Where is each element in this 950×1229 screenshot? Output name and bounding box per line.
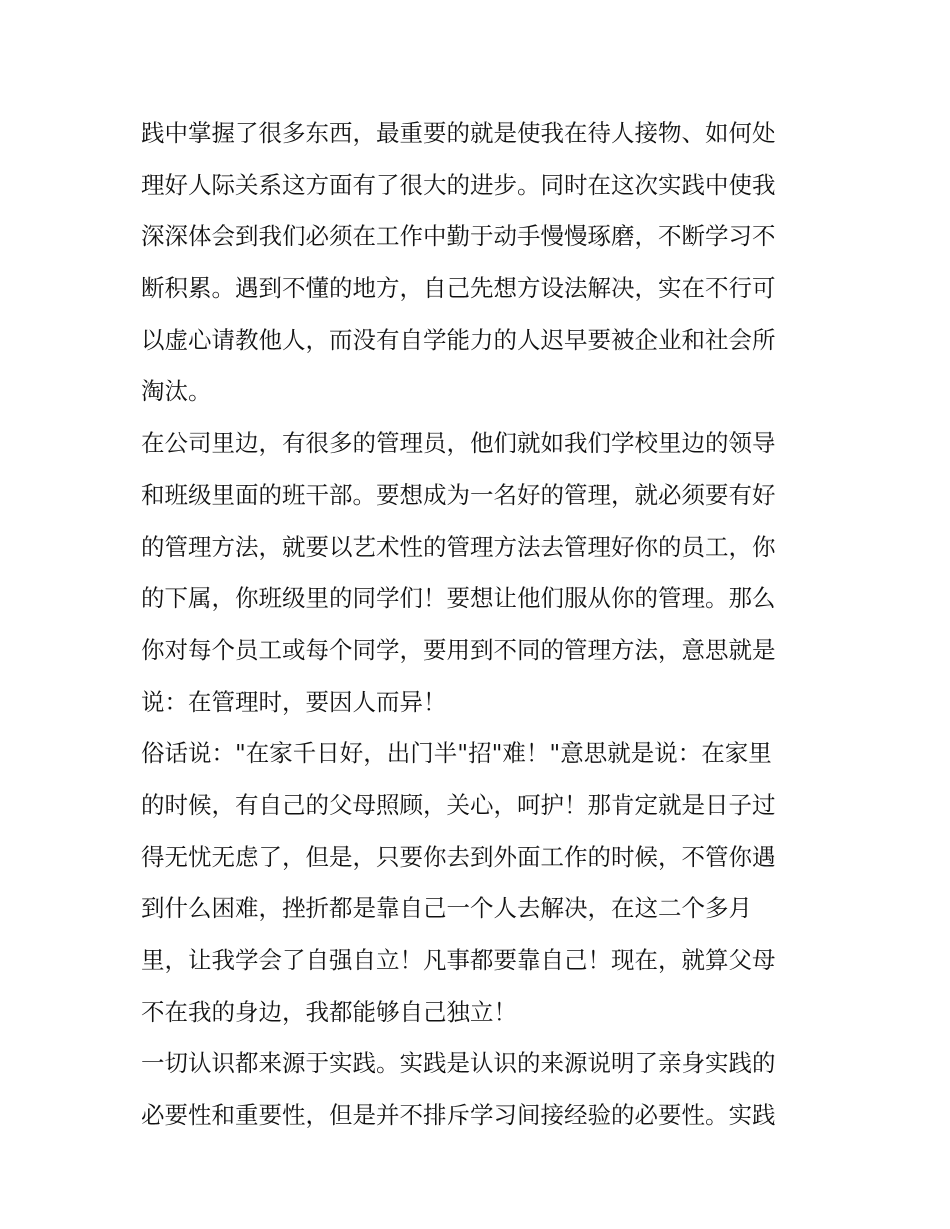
text-line: 淘汰。 <box>141 377 212 406</box>
text-line: 践中掌握了很多东西，最重要的就是使我在待人接物、如何处 <box>141 119 776 147</box>
text-line: 理好人际关系这方面有了很大的进步。同时在这次实践中使我 <box>141 170 776 199</box>
body-text <box>141 108 821 1142</box>
text-line: 的下属，你班级里的同学们！要想让他们服从你的管理。那么 <box>141 584 776 613</box>
text-line: 和班级里面的班干部。要想成为一名好的管理，就必须要有好 <box>141 480 776 509</box>
text-line: 不在我的身边，我都能够自己独立！ <box>141 997 517 1026</box>
text-line: 得无忧无虑了，但是，只要你去到外面工作的时候，不管你遇 <box>141 842 776 871</box>
text-line: 必要性和重要性，但是并不排斥学习间接经验的必要性。实践 <box>141 1101 776 1130</box>
text-line: 在公司里边，有很多的管理员，他们就如我们学校里边的领导 <box>141 429 776 458</box>
text-line: 深深体会到我们必须在工作中勤于动手慢慢琢磨，不断学习不 <box>141 222 776 251</box>
text-line: 断积累。遇到不懂的地方，自己先想方设法解决，实在不行可 <box>141 274 776 303</box>
text-line: 的管理方法，就要以艺术性的管理方法去管理好你的员工，你 <box>141 532 776 561</box>
text-line: 的时候，有自己的父母照顾，关心，呵护！那肯定就是日子过 <box>141 790 776 819</box>
text-line: 到什么困难，挫折都是靠自己一个人去解决，在这二个多月 <box>141 894 752 923</box>
text-line: 里，让我学会了自强自立！凡事都要靠自己！现在，就算父母 <box>141 946 776 974</box>
text-line: 一切认识都来源于实践。实践是认识的来源说明了亲身实践的 <box>141 1049 776 1078</box>
text-line: 你对每个员工或每个同学，要用到不同的管理方法，意思就是 <box>141 635 776 664</box>
text-line: 说：在管理时，要因人而异！ <box>141 687 447 716</box>
text-line: 俗话说："在家千日好，出门半"招"难！"意思就是说：在家里 <box>141 739 772 768</box>
text-line: 以虚心请教他人，而没有自学能力的人迟早要被企业和社会所 <box>141 325 776 354</box>
